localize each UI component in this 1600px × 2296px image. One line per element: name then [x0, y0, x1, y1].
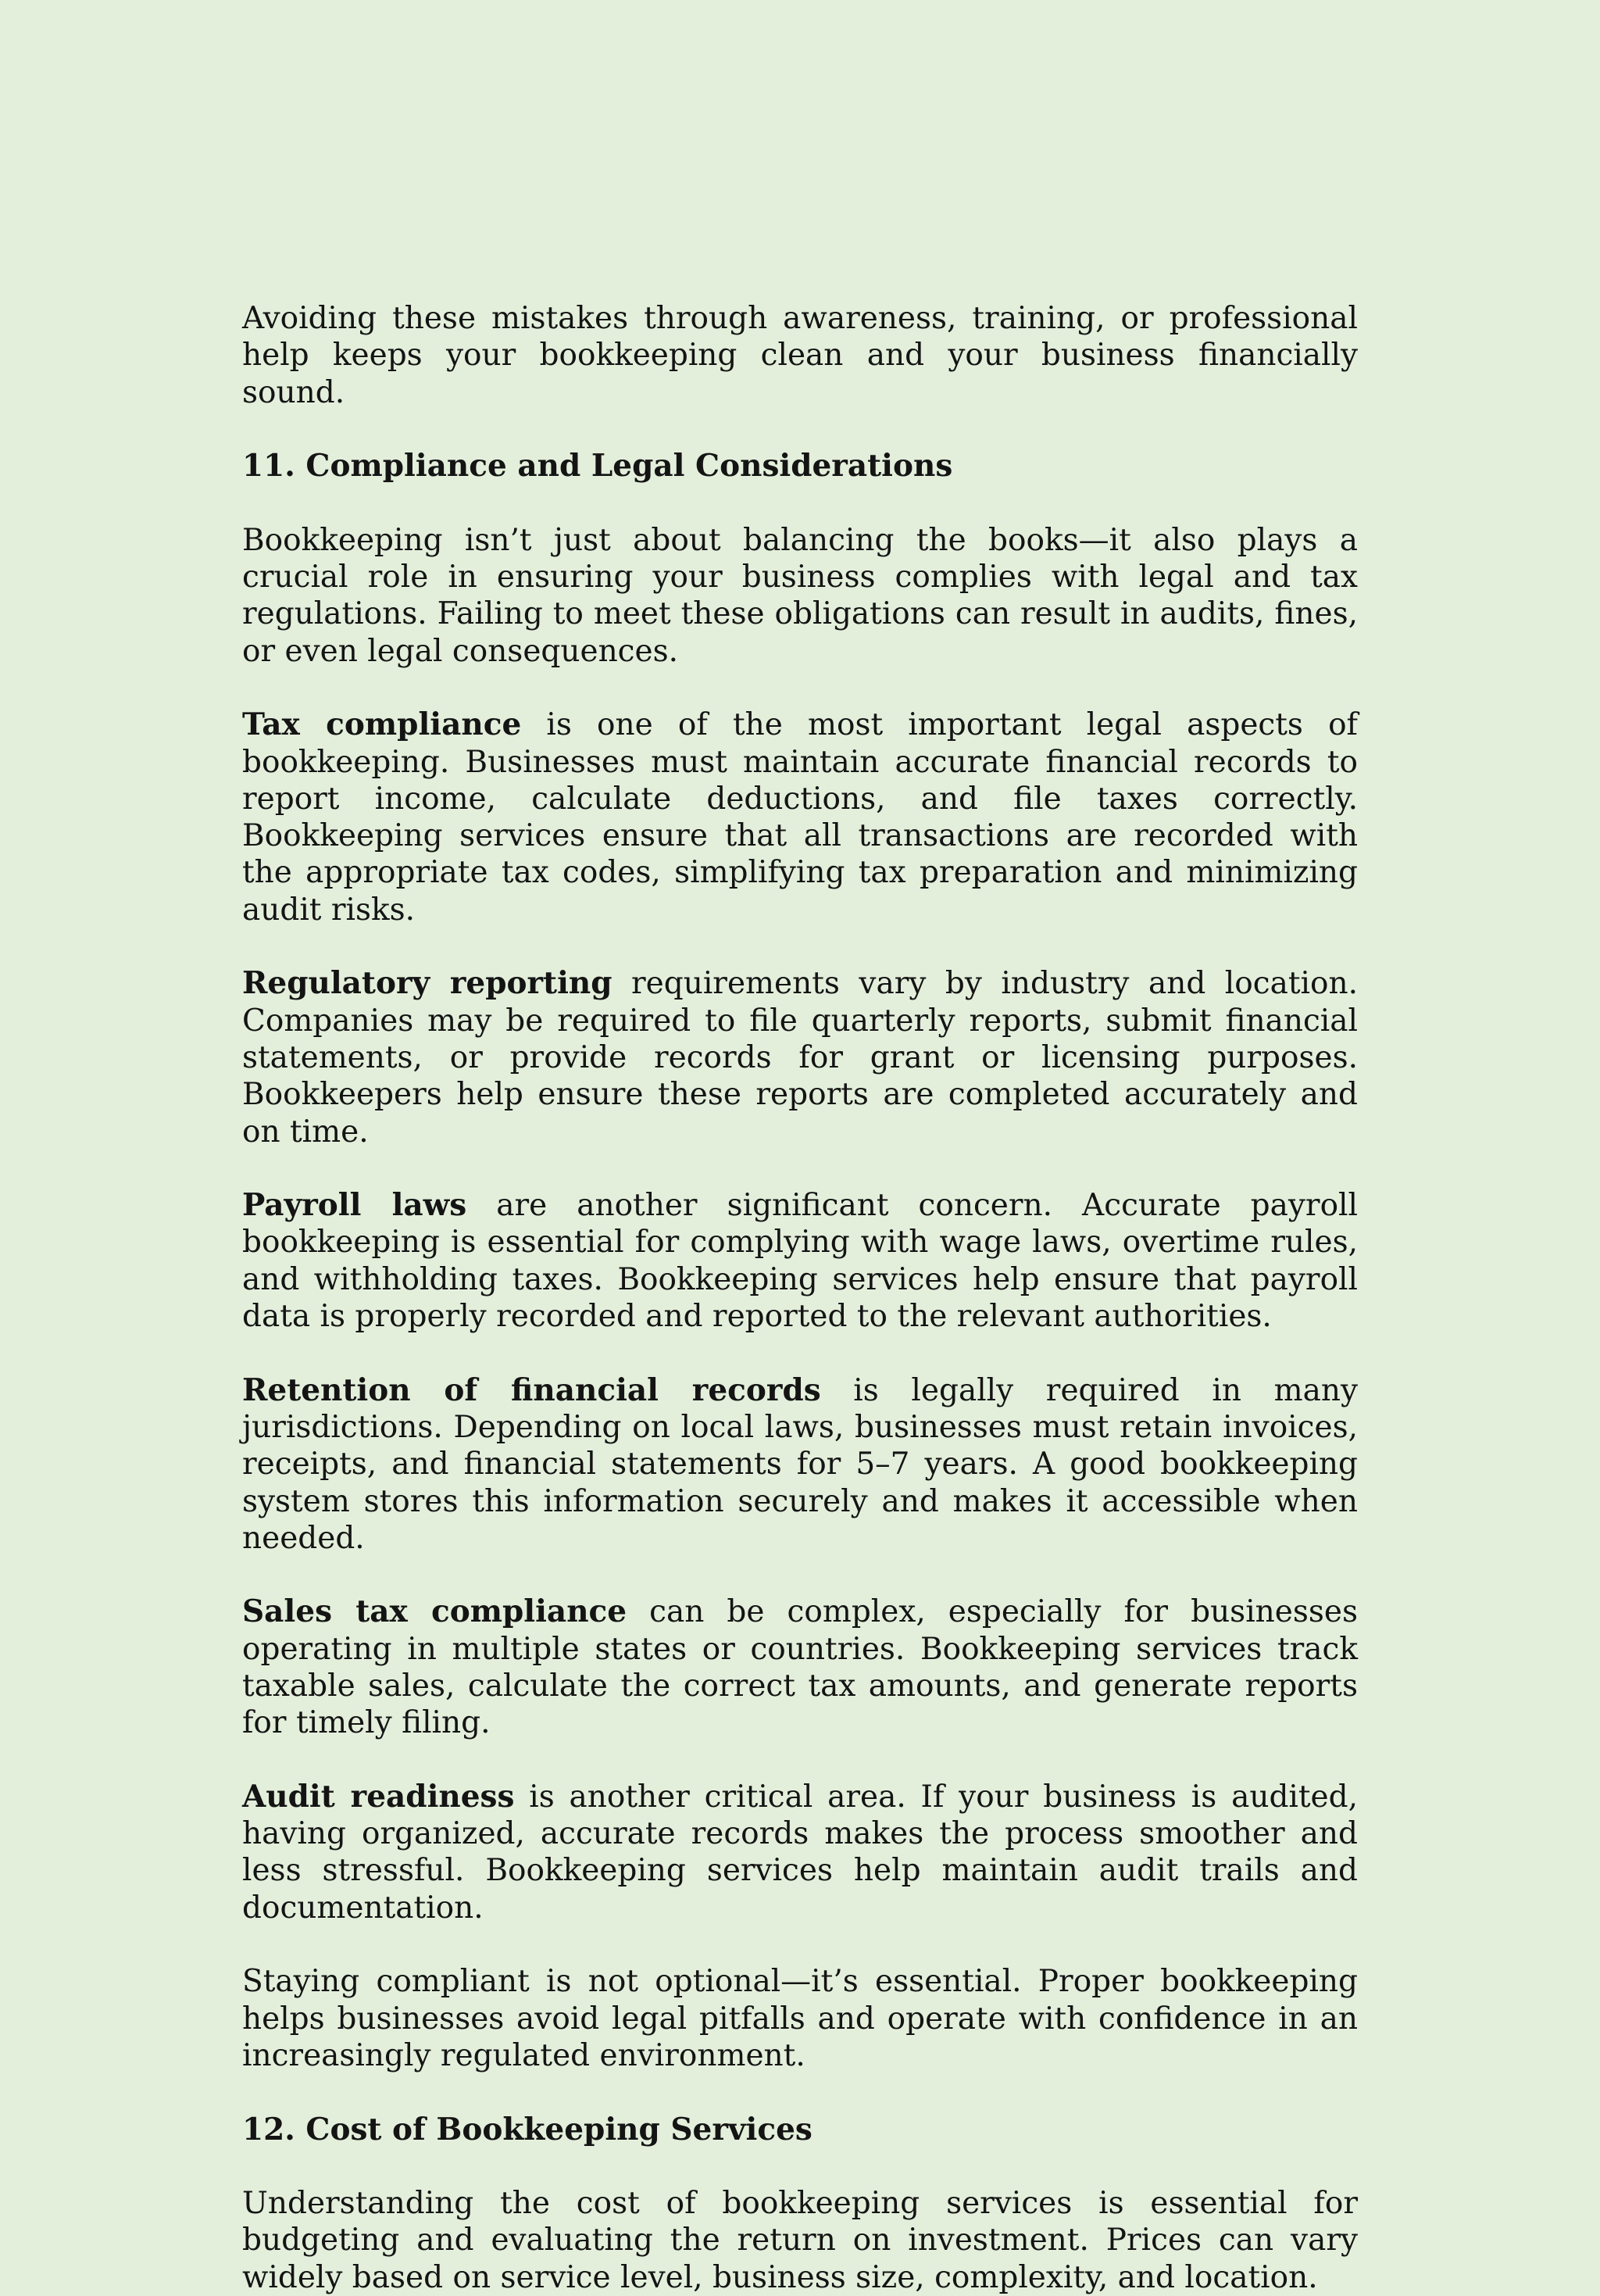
sales-tax-text: can be complex, especially for businesses operating in multiple states or countries. Bookkeeping services track taxable sales, calculate the correct tax amounts, and generate reports for timely filing.	[242, 1594, 1358, 1741]
sales-tax-lead: Sales tax compliance	[242, 1593, 627, 1630]
section-11-closing: Staying compliant is not optional—it’s essential. Proper bookkeeping helps businesses avoid legal pitfalls and operate with confidence in an increasingly regulated environment.	[242, 1964, 1358, 2073]
records-retention-text: is legally required in many jurisdictions. Depending on local laws, businesses must retain invoices, receipts, and financial statements for 5–7 years. A good bookkeeping system stores this information securely and makes it accessible when needed.	[242, 1372, 1358, 1556]
intro-paragraph: Avoiding these mistakes through awareness, training, or professional help keeps your bookkeeping clean and your business financially sound.	[242, 301, 1358, 410]
audit-readiness-paragraph	[242, 1779, 1358, 1926]
records-retention-paragraph	[242, 1372, 1358, 1557]
sales-tax-paragraph	[242, 1593, 1358, 1741]
payroll-laws-text: are another significant concern. Accurate payroll bookkeeping is essential for complying with wage laws, overtime rules, and withholding taxes. Bookkeeping services help ensure that payroll data is properly recorded and reported to the relevant authorities.	[242, 1188, 1358, 1335]
section-11-intro: Bookkeeping isn’t just about balancing the books—it also plays a crucial role in ensuring your business complies with legal and tax regulations. Failing to meet these obligations can result in audits, fines, or even legal consequences.	[242, 522, 1358, 669]
tax-compliance-lead: Tax compliance	[242, 706, 522, 743]
records-retention-lead: Retention of financial records	[242, 1372, 821, 1408]
payroll-laws-paragraph	[242, 1187, 1358, 1335]
audit-readiness-text: is another critical area. If your business is audited, having organized, accurate records makes the process smoother and less stressful. Bookkeeping services help maintain audit trails and documentation.	[242, 1779, 1358, 1926]
page-content	[242, 300, 1358, 2296]
section-12-intro: Understanding the cost of bookkeeping services is essential for budgeting and evaluating the return on investment. Prices can vary widely based on service level, business size, complexity, and location.	[242, 2186, 1358, 2295]
section-12-heading: 12. Cost of Bookkeeping Services	[242, 2111, 812, 2148]
tax-compliance-paragraph	[242, 706, 1358, 928]
regulatory-reporting-lead: Regulatory reporting	[242, 965, 612, 1002]
audit-readiness-lead: Audit readiness	[242, 1778, 515, 1815]
payroll-laws-lead: Payroll laws	[242, 1187, 467, 1224]
tax-compliance-text: is one of the most important legal aspects of bookkeeping. Businesses must maintain accurate financial records to report income, calculate deductions, and file taxes correctly. Bookkeeping services ensure that all transactions are recorded with the appropriate tax codes, simplifying tax preparation and minimizing audit risks.	[242, 707, 1358, 928]
regulatory-reporting-text: requirements vary by industry and location. Companies may be required to file quarterly reports, submit financial statements, or provide records for grant or licensing purposes. Bookkeepers help ensure these reports are completed accurately and on time.	[242, 966, 1358, 1150]
section-11-heading: 11. Compliance and Legal Considerations	[242, 448, 953, 485]
regulatory-reporting-paragraph	[242, 965, 1358, 1150]
